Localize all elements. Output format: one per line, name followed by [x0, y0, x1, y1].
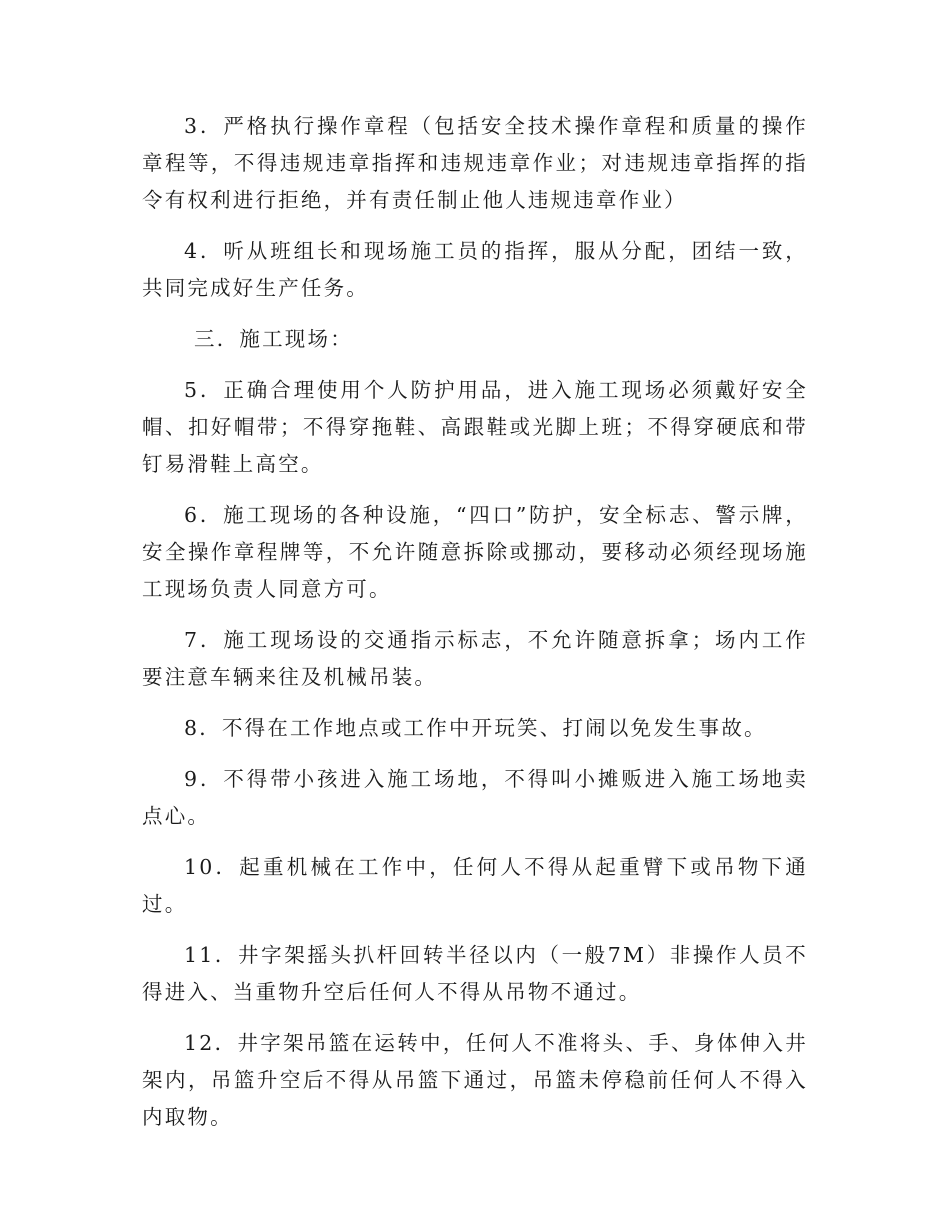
paragraph-item-12: 12．井字架吊篮在运转中，任何人不准将头、手、身体伸入井架内，吊篮升空后不得从吊篮下通过，吊篮未停稳前任何人不得入内取物。 — [142, 1031, 808, 1129]
paragraph-item-4: 4．听从班组长和现场施工员的指挥，服从分配，团结一致，共同完成好生产任务。 — [142, 239, 808, 300]
paragraph-item-9: 9．不得带小孩进入施工场地，不得叫小摊贩进入施工场地卖点心。 — [142, 767, 808, 828]
paragraph-item-6: 6．施工现场的各种设施，“四口”防护，安全标志、警示牌，安全操作章程牌等，不允许随意拆除或挪动，要移动必须经现场施工现场负责人同意方可。 — [142, 503, 808, 601]
paragraph-item-7: 7．施工现场设的交通指示标志，不允许随意拆拿；场内工作要注意车辆来往及机械吊装。 — [142, 628, 808, 689]
section-heading-construction-site: 三．施工现场： — [194, 327, 353, 351]
paragraph-item-10: 10．起重机械在工作中，任何人不得从起重臂下或吊物下通过。 — [142, 855, 808, 916]
paragraph-item-11: 11．井字架摇头扒杆回转半径以内（一般7M）非操作人员不得进入、当重物升空后任何人不得从吊物不通过。 — [142, 943, 808, 1004]
document-body — [142, 108, 808, 1150]
paragraph-item-5: 5．正确合理使用个人防护用品，进入施工现场必须戴好安全帽、扣好帽带；不得穿拖鞋、高跟鞋或光脚上班；不得穿硬底和带钉易滑鞋上高空。 — [142, 378, 808, 476]
paragraph-item-8: 8．不得在工作地点或工作中开玩笑、打闹以免发生事故。 — [184, 716, 767, 740]
paragraph-item-3: 3．严格执行操作章程（包括安全技术操作章程和质量的操作章程等，不得违规违章指挥和违规违章作业；对违规违章指挥的指令有权利进行拒绝，并有责任制止他人违规违章作业） — [142, 114, 808, 212]
